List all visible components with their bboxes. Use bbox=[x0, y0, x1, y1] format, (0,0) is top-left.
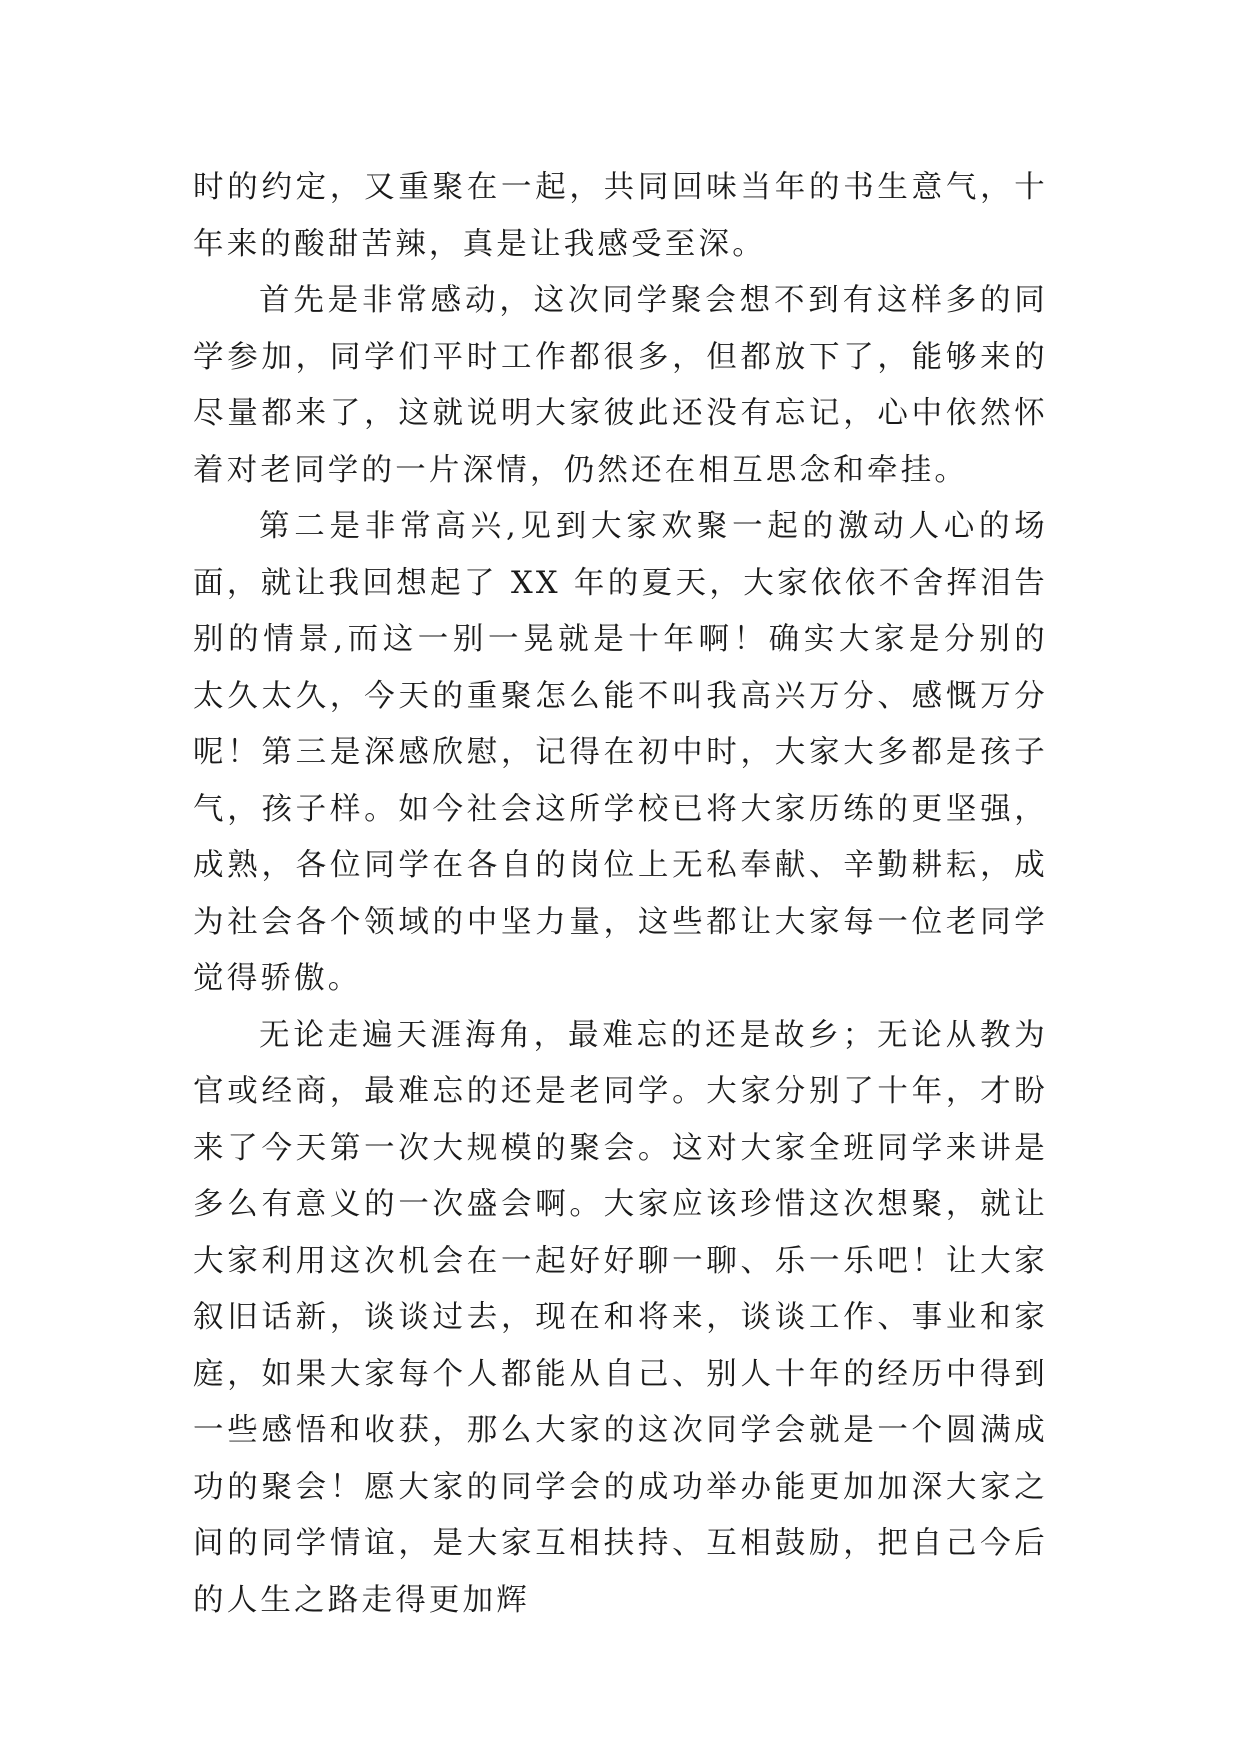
document-body bbox=[193, 160, 1048, 1629]
paragraph-touched: 首先是非常感动，这次同学聚会想不到有这样多的同学参加，同学们平时工作都很多，但都放下了，能够来的尽量都来了，这就说明大家彼此还没有忘记，心中依然怀着对老同学的一片深情，仍然还在相互思念和牵挂。 bbox=[193, 283, 1048, 488]
paragraph-happy: 第二是非常高兴,见到大家欢聚一起的激动人心的场面，就让我回想起了 XX 年的夏天，大家依依不舍挥泪告别的情景,而这一别一晃就是十年啊！确实大家是分别的太久太久，今天的重聚怎么能不叫我高兴万分、感慨万分呢！第三是深感欣慰，记得在初中时，大家大多都是孩子气，孩子样。如今社会这所学校已将大家历练的更坚强，成熟，各位同学在各自的岗位上无私奉献、辛勤耕耘，成为社会各个领域的中坚力量，这些都让大家每一位老同学觉得骄傲。 bbox=[193, 509, 1048, 996]
paragraph-continuation: 时的约定，又重聚在一起，共同回味当年的书生意气，十年来的酸甜苦辣，真是让我感受至深。 bbox=[193, 170, 1048, 262]
paragraph-hometown: 无论走遍天涯海角，最难忘的还是故乡；无论从教为官或经商，最难忘的还是老同学。大家分别了十年，才盼来了今天第一次大规模的聚会。这对大家全班同学来讲是多么有意义的一次盛会啊。大家应该珍惜这次想聚，就让大家利用这次机会在一起好好聊一聊、乐一乐吧！让大家叙旧话新，谈谈过去，现在和将来，谈谈工作、事业和家庭，如果大家每个人都能从自己、别人十年的经历中得到一些感悟和收获，那么大家的这次同学会就是一个圆满成功的聚会！愿大家的同学会的成功举办能更加加深大家之间的同学情谊，是大家互相扶持、互相鼓励，把自己今后的人生之路走得更加辉 bbox=[193, 1017, 1048, 1618]
